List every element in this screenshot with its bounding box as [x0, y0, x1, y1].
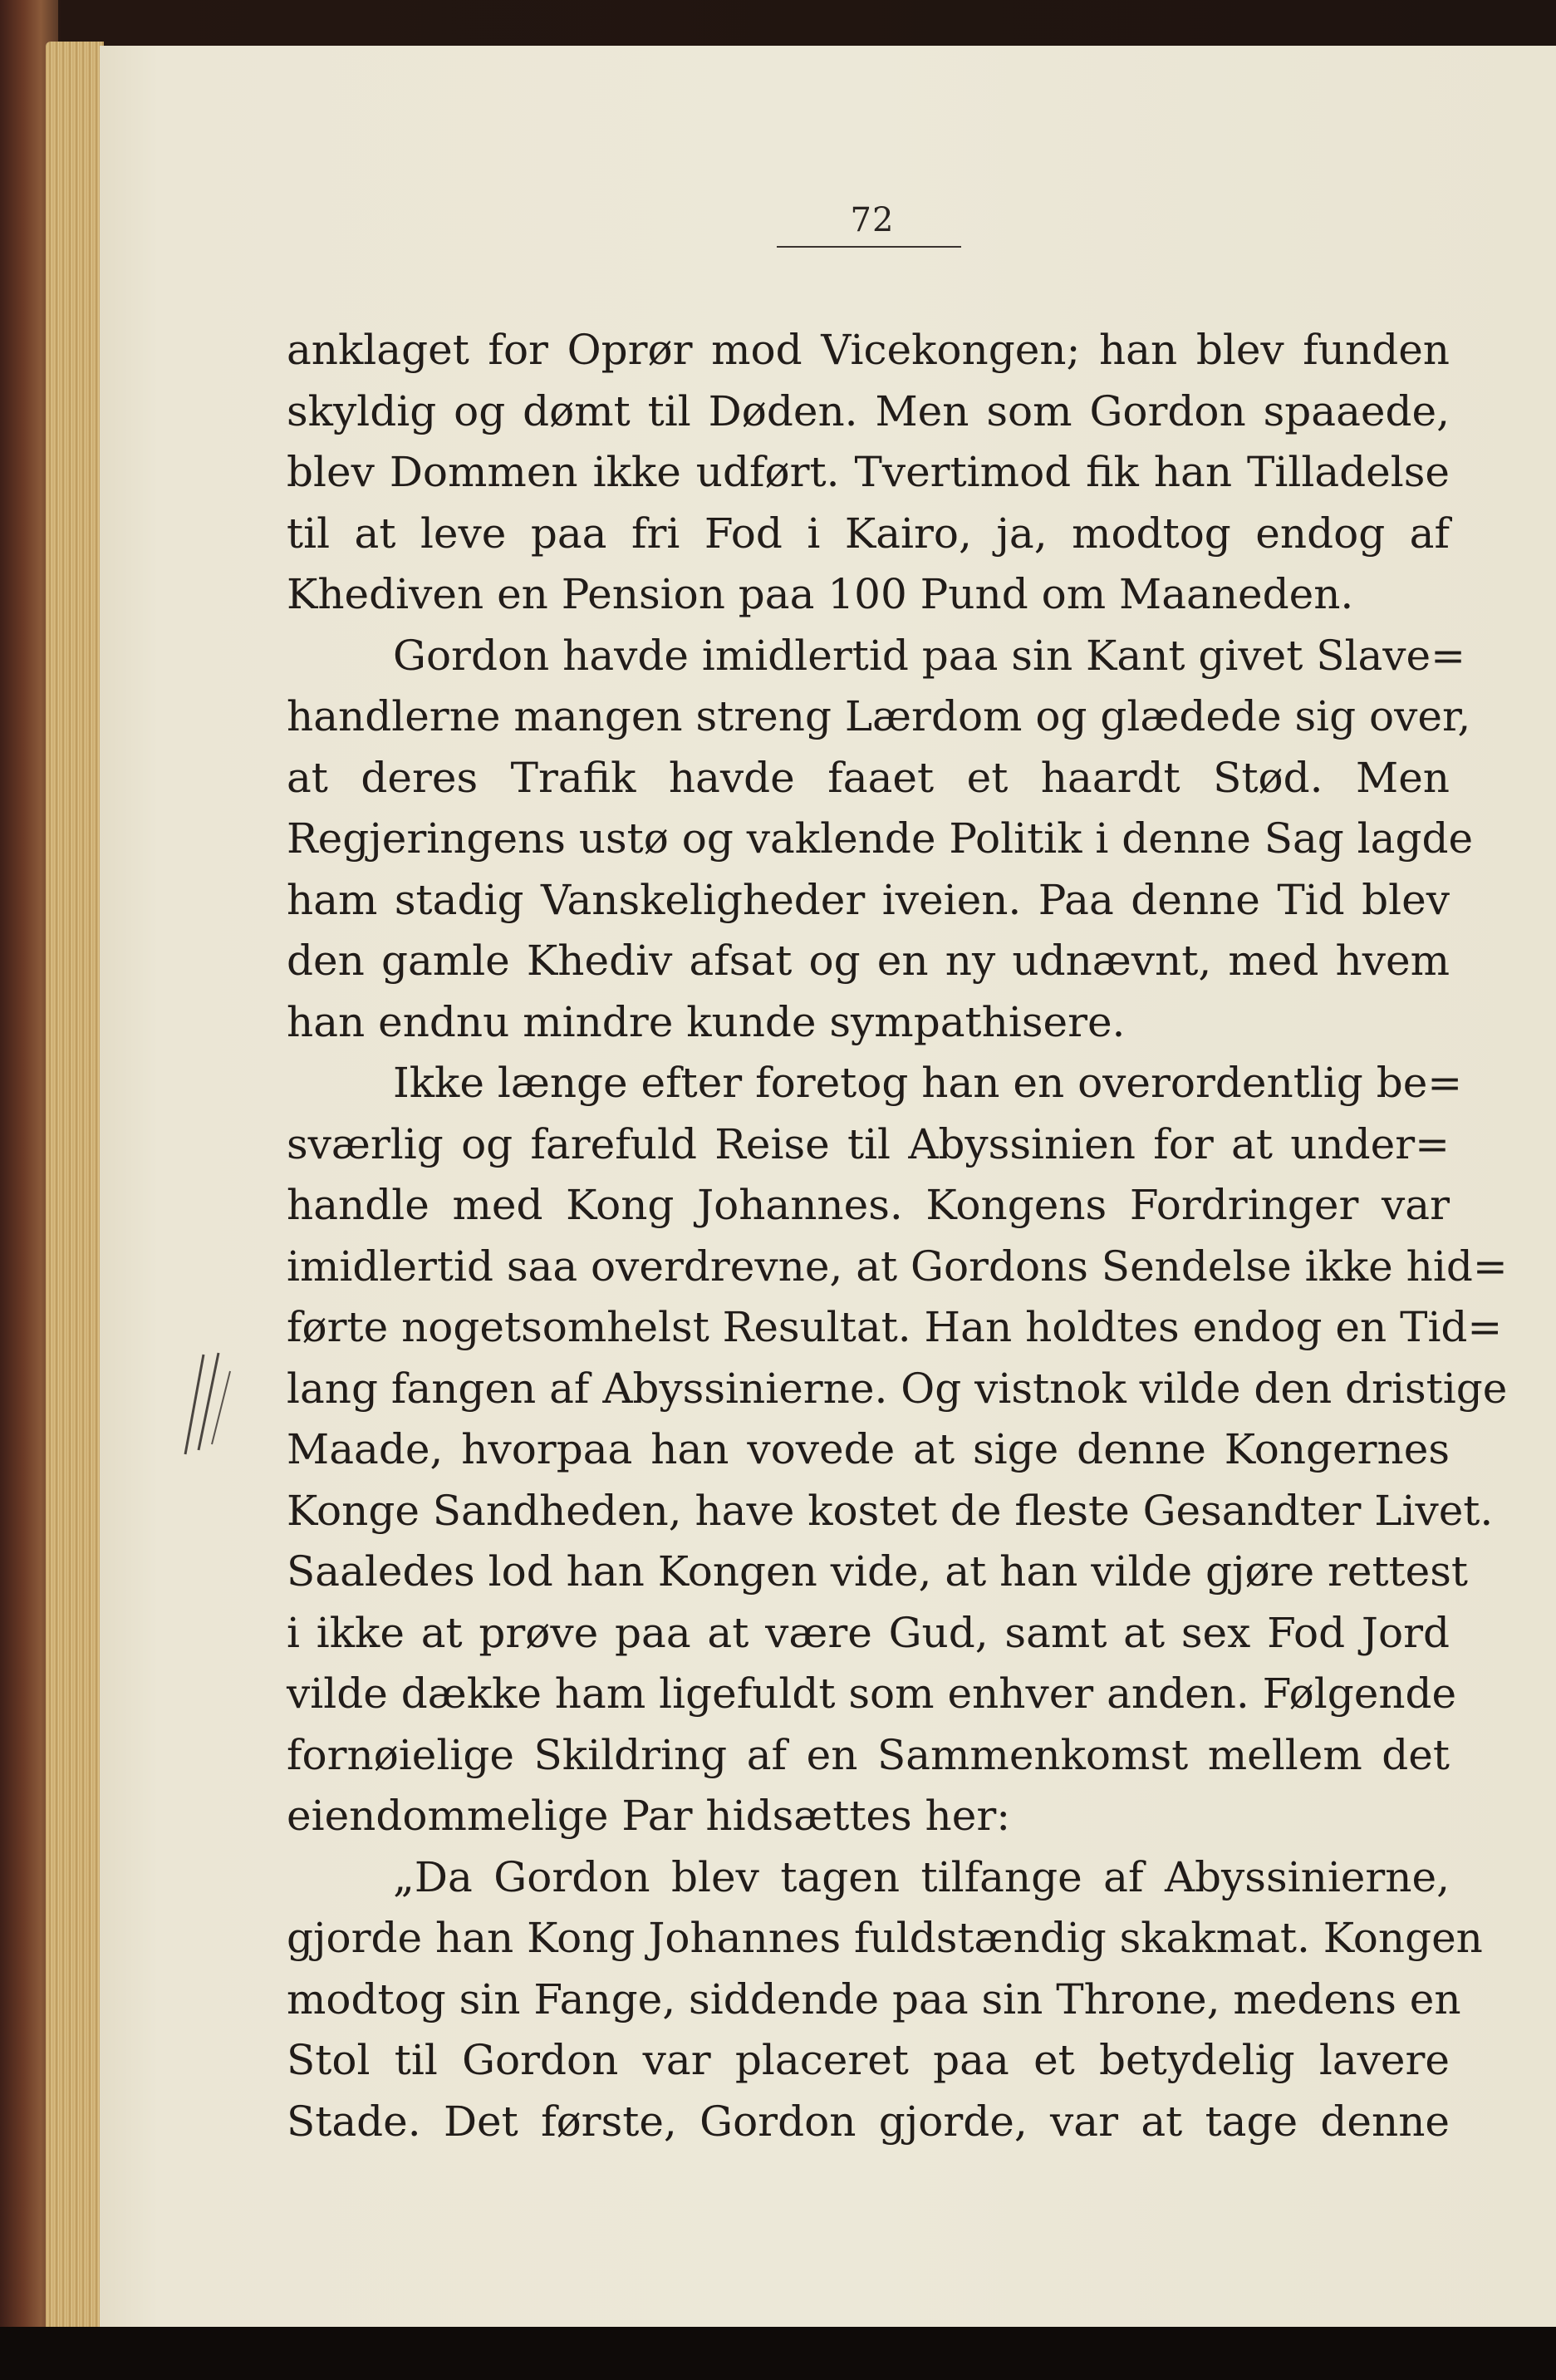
- text-line: imidlertid saa overdrevne, at Gordons Sendelse ikke hid=: [287, 1242, 1508, 1291]
- text-line: Konge Sandheden, have kostet de fleste Gesandter Livet.: [287, 1486, 1494, 1535]
- text-line: skyldig og dømt til Døden. Men som Gordon spaaede,: [287, 386, 1450, 435]
- text-line: handlerne mangen streng Lærdom og glædede sig over,: [287, 692, 1471, 740]
- pencil-margin-mark: [170, 1338, 245, 1463]
- text-line: i ikke at prøve paa at være Gud, samt at sex Fod Jord: [287, 1608, 1450, 1657]
- text-line: Saaledes lod han Kongen vide, at han vilde gjøre rettest: [287, 1547, 1468, 1596]
- text-line: ham stadig Vanskeligheder iveien. Paa denne Tid blev: [287, 875, 1450, 924]
- text-line: vilde dække ham ligefuldt som enhver anden. Følgende: [287, 1669, 1457, 1718]
- text-line: førte nogetsomhelst Resultat. Han holdtes endog en Tid=: [287, 1303, 1503, 1351]
- page-number: 72: [850, 201, 895, 239]
- text-line: handle med Kong Johannes. Kongens Fordringer var: [287, 1181, 1450, 1229]
- text-line: Khediven en Pension paa 100 Pund om Maaneden.: [287, 570, 1354, 618]
- body-text: [287, 320, 1508, 2152]
- text-line: han endnu mindre kunde sympathisere.: [287, 997, 1126, 1046]
- text-line: til at leve paa fri Fod i Kairo, ja, modtog endog af: [287, 509, 1450, 558]
- text-line: Gordon havde imidlertid paa sin Kant givet Slave=: [393, 631, 1465, 680]
- text-line: Stol til Gordon var placeret paa et betydelig lavere: [287, 2036, 1450, 2084]
- text-line: eiendommelige Par hidsættes her:: [287, 1792, 1011, 1840]
- text-line: lang fangen af Abyssinierne. Og vistnok vilde den dristige: [287, 1364, 1508, 1413]
- text-line: Regjeringens ustø og vaklende Politik i denne Sag lagde: [287, 814, 1474, 863]
- page-number-rule: [777, 246, 961, 248]
- text-line: Maade, hvorpaa han vovede at sige denne Kongernes: [287, 1425, 1450, 1473]
- text-line: modtog sin Fange, siddende paa sin Throne, medens en: [287, 1974, 1461, 2023]
- page-edges: [46, 42, 104, 2352]
- text-line: at deres Trafik havde faaet et haardt Stød. Men: [287, 753, 1450, 802]
- text-line: Ikke længe efter foretog han en overordentlig be=: [393, 1059, 1463, 1107]
- bottom-shadow: [0, 2327, 1556, 2380]
- text-line: Stade. Det første, Gordon gjorde, var at tage denne: [287, 2097, 1450, 2146]
- text-line: fornøielige Skildring af en Sammenkomst mellem det: [287, 1730, 1450, 1779]
- text-line: gjorde han Kong Johannes fuldstændig skakmat. Kongen: [287, 1914, 1483, 1962]
- text-line: „Da Gordon blev tagen tilfange af Abyssinierne,: [393, 1852, 1450, 1901]
- text-line: blev Dommen ikke udført. Tvertimod fik han Tilladelse: [287, 448, 1450, 496]
- text-line: anklaget for Oprør mod Vicekongen; han blev funden: [287, 326, 1450, 374]
- text-line: sværlig og farefuld Reise til Abyssinien for at under=: [287, 1119, 1450, 1168]
- text-line: den gamle Khediv afsat og en ny udnævnt, med hvem: [287, 937, 1450, 985]
